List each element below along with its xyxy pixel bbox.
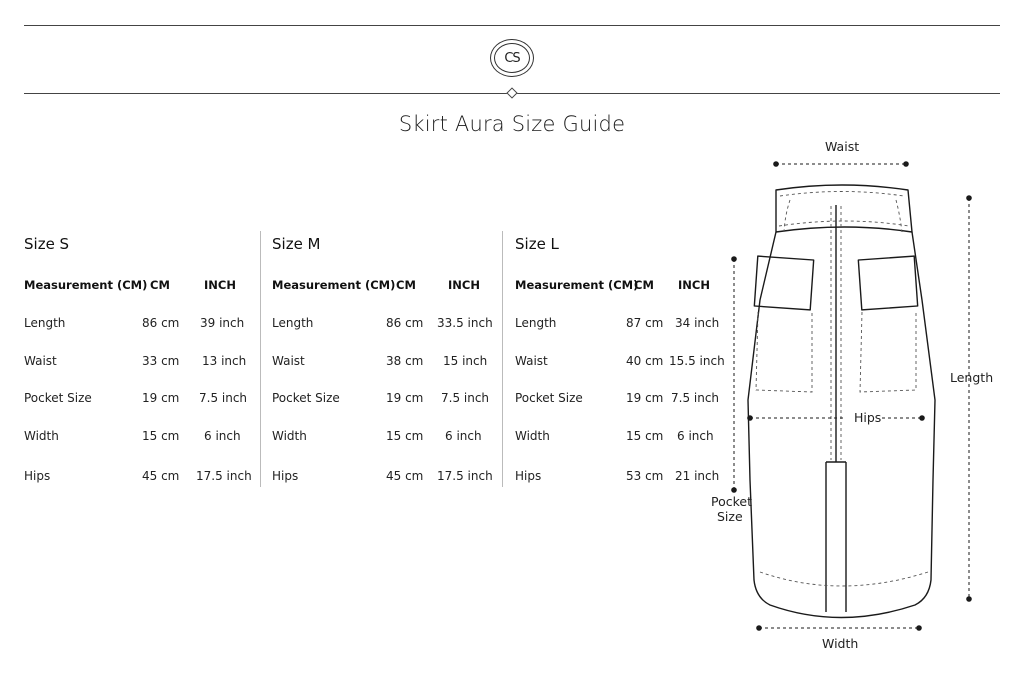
row-label: Width <box>24 428 59 443</box>
inch-value: 39 inch <box>200 316 245 330</box>
cm-value: 45 cm <box>142 469 180 483</box>
row-label: Width <box>272 428 307 443</box>
cm-value: 86 cm <box>142 316 180 330</box>
col-header-cm: CM <box>634 278 654 292</box>
size-heading: Size L <box>515 235 559 253</box>
row-label: Hips <box>515 469 542 483</box>
col-header-inch: INCH <box>678 278 710 292</box>
brand-logo-text: CS <box>494 43 530 73</box>
cm-value: 86 cm <box>386 316 424 330</box>
row-label: Waist <box>272 353 305 368</box>
row-label: Hips <box>272 469 299 483</box>
cm-value: 15 cm <box>626 428 664 443</box>
cm-value: 19 cm <box>142 391 180 405</box>
inch-value: 7.5 inch <box>441 391 490 405</box>
size-heading: Size S <box>24 235 70 253</box>
cm-value: 38 cm <box>386 353 424 368</box>
pocket-size-label-line2: Size <box>717 509 743 524</box>
row-label: Length <box>515 316 557 330</box>
col-header-cm: CM <box>150 278 170 292</box>
inch-value: 17.5 inch <box>437 469 493 483</box>
page-title: Skirt Aura Size Guide <box>398 112 626 136</box>
row-label: Hips <box>24 469 51 483</box>
cm-value: 40 cm <box>626 353 664 368</box>
width-label: Width <box>822 636 859 651</box>
waist-label: Waist <box>825 139 860 154</box>
inch-value: 6 inch <box>445 428 482 443</box>
cm-value: 45 cm <box>386 469 424 483</box>
skirt-waistband <box>776 185 912 232</box>
row-label: Length <box>272 316 314 330</box>
col-header-cm: CM <box>396 278 416 292</box>
row-label: Pocket Size <box>515 391 583 405</box>
row-label: Width <box>515 428 550 443</box>
inch-value: 6 inch <box>204 428 241 443</box>
col-header-inch: INCH <box>204 278 236 292</box>
size-heading: Size M <box>272 235 321 253</box>
inch-value: 15 inch <box>443 353 488 368</box>
row-label: Pocket Size <box>272 391 340 405</box>
inch-value: 15.5 inch <box>669 353 725 368</box>
cm-value: 33 cm <box>142 353 180 368</box>
col-header-measurement: Measurement (CM) <box>272 278 396 292</box>
col-header-measurement: Measurement (CM) <box>515 278 639 292</box>
cm-value: 15 cm <box>142 428 180 443</box>
cm-value: 87 cm <box>626 316 664 330</box>
inch-value: 33.5 inch <box>437 316 493 330</box>
inch-value: 7.5 inch <box>199 391 248 405</box>
row-label: Pocket Size <box>24 391 92 405</box>
inch-value: 6 inch <box>677 428 714 443</box>
row-label: Waist <box>24 353 57 368</box>
col-header-measurement: Measurement (CM) <box>24 278 148 292</box>
cm-value: 19 cm <box>386 391 424 405</box>
pocket-size-label-line1: Pocket <box>711 494 752 509</box>
inch-value: 7.5 inch <box>671 391 720 405</box>
cm-value: 53 cm <box>626 469 664 483</box>
length-label: Length <box>950 370 994 385</box>
inch-value: 34 inch <box>675 316 720 330</box>
col-header-inch: INCH <box>448 278 480 292</box>
hips-label: Hips <box>854 410 882 425</box>
inch-value: 13 inch <box>202 353 247 368</box>
cm-value: 15 cm <box>386 428 424 443</box>
inch-value: 17.5 inch <box>196 469 252 483</box>
skirt-body <box>748 232 935 618</box>
row-label: Waist <box>515 353 548 368</box>
inch-value: 21 inch <box>675 469 720 483</box>
row-label: Length <box>24 316 66 330</box>
cm-value: 19 cm <box>626 391 664 405</box>
